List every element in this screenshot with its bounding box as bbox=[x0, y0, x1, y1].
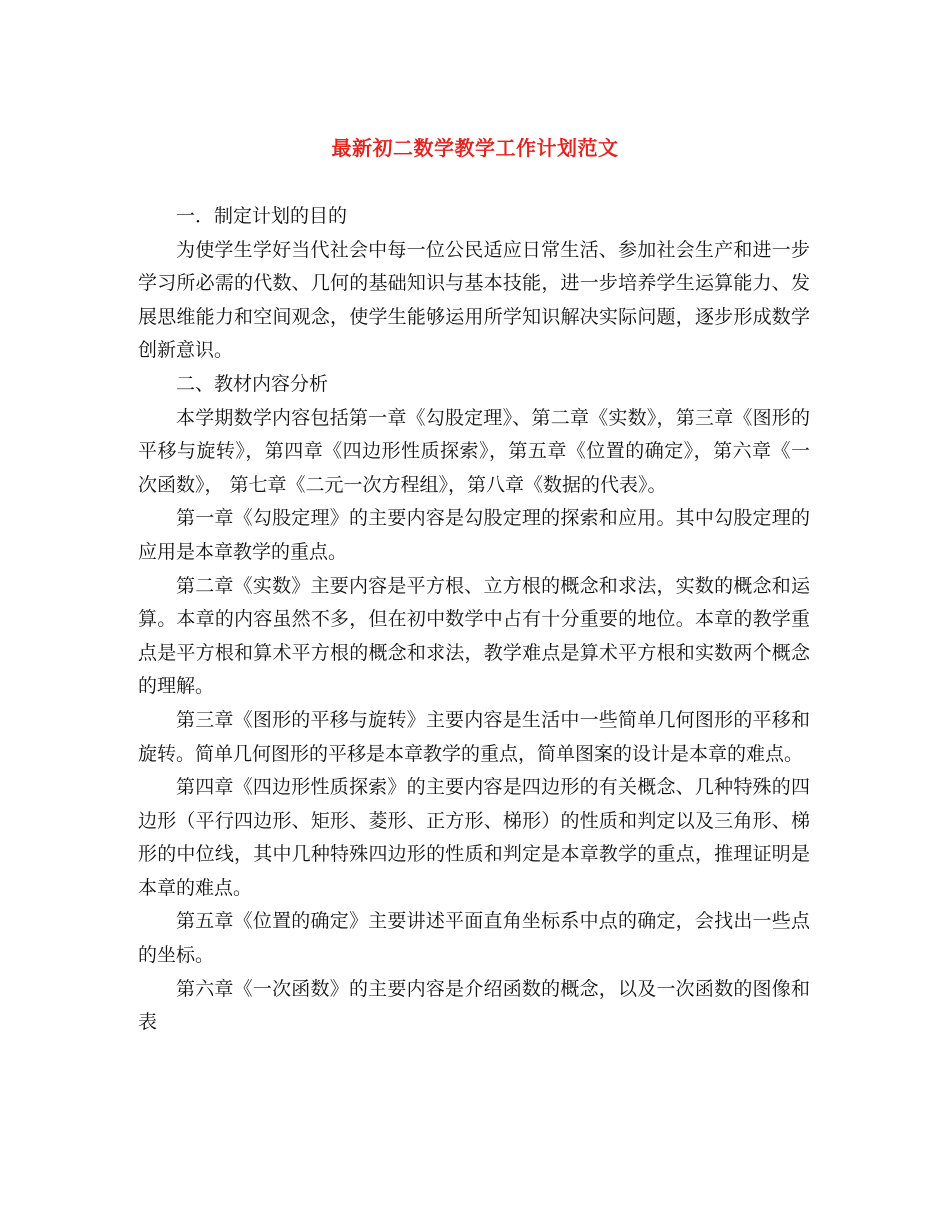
paragraph-chapter-4: 第四章《四边形性质探索》的主要内容是四边形的有关概念、几种特殊的四边形（平行四边形、矩形、菱形、正方形、梯形）的性质和判定以及三角形、梯形的中位线，其中几种特殊四边形的性质和判定是本章教学的重点，推理证明是本章的难点。 bbox=[138, 776, 810, 899]
paragraph-chapter-1: 第一章《勾股定理》的主要内容是勾股定理的探索和应用。其中勾股定理的应用是本章教学的重点。 bbox=[138, 507, 810, 563]
paragraph-purpose: 为使学生学好当代社会中每一位公民适应日常生活、参加社会生产和进一步学习所必需的代数、几何的基础知识与基本技能，进一步培养学生运算能力、发展思维能力和空间观念，使学生能够运用所学知识解决实际问题，逐步形成数学创新意识。 bbox=[138, 238, 810, 362]
paragraph-contents-overview: 本学期数学内容包括第一章《勾股定理》、第二章《实数》，第三章《图形的平移与旋转》，第四章《四边形性质探索》，第五章《位置的确定》，第六章《一次函数》， 第七章《二元一次方程组》，第八章《数据的代表》。 bbox=[138, 406, 810, 496]
paragraph-chapter-3: 第三章《图形的平移与旋转》主要内容是生活中一些简单几何图形的平移和旋转。简单几何图形的平移是本章教学的重点，简单图案的设计是本章的难点。 bbox=[138, 708, 810, 765]
paragraph-chapter-5: 第五章《位置的确定》主要讲述平面直角坐标系中点的确定，会找出一些点的坐标。 bbox=[138, 910, 810, 967]
section-heading-textbook-analysis: 二、教材内容分析 bbox=[176, 372, 329, 395]
document-body bbox=[138, 200, 810, 1040]
paragraph-chapter-2: 第二章《实数》主要内容是平方根、立方根的概念和求法，实数的概念和运算。本章的内容虽然不多，但在初中数学中占有十分重要的地位。本章的教学重点是平方根和算术平方根的概念和求法，教学难点是算术平方根和实数两个概念的理解。 bbox=[138, 574, 810, 698]
document-title: 最新初二数学教学工作计划范文 bbox=[331, 136, 619, 160]
section-heading-purpose: 一．制定计划的目的 bbox=[176, 205, 348, 227]
paragraph-chapter-6: 第六章《一次函数》的主要内容是介绍函数的概念，以及一次函数的图像和表 bbox=[138, 977, 810, 1034]
